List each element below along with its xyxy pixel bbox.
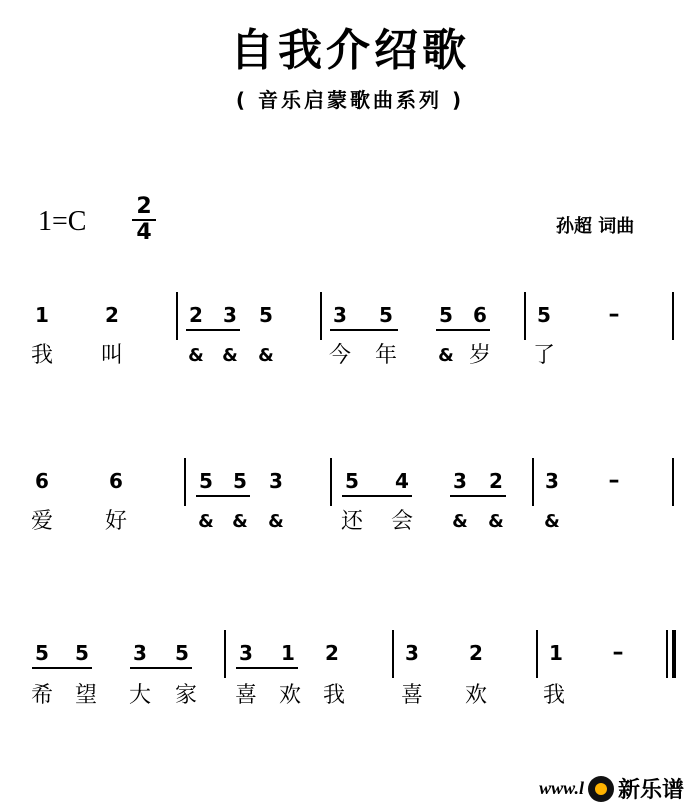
lyric: 叫 bbox=[100, 343, 123, 368]
lyric: & bbox=[188, 345, 204, 366]
bar-line bbox=[672, 458, 674, 506]
note: 5 bbox=[379, 303, 393, 327]
note: 1 bbox=[35, 303, 49, 327]
note: 6 bbox=[109, 469, 123, 493]
lyric: 喜 bbox=[400, 683, 423, 708]
lyric: & bbox=[438, 345, 454, 366]
note: 2 bbox=[105, 303, 119, 327]
lyric: 家 bbox=[174, 683, 197, 708]
sustain-dash: – bbox=[608, 468, 620, 493]
bar-line bbox=[320, 292, 322, 340]
song-title: 自我介绍歌 bbox=[230, 25, 470, 76]
key-signature: 1=C bbox=[38, 206, 87, 237]
note: 4 bbox=[395, 469, 409, 493]
note: 5 bbox=[345, 469, 359, 493]
bar-line bbox=[184, 458, 186, 506]
time-denominator: 4 bbox=[136, 220, 152, 245]
note: 6 bbox=[35, 469, 49, 493]
vinyl-logo-icon bbox=[588, 776, 614, 802]
lyric: & bbox=[488, 511, 504, 532]
beam-underline bbox=[196, 495, 250, 497]
note: 1 bbox=[281, 641, 295, 665]
beam-underline bbox=[130, 667, 192, 669]
note: 3 bbox=[269, 469, 283, 493]
lyric: 欢 bbox=[278, 683, 301, 708]
note: 5 bbox=[75, 641, 89, 665]
note: 3 bbox=[239, 641, 253, 665]
sustain-dash: – bbox=[612, 640, 624, 665]
sustain-dash: – bbox=[608, 302, 620, 327]
beam-underline bbox=[32, 667, 92, 669]
song-subtitle: ( 音乐启蒙歌曲系列 ) bbox=[235, 88, 465, 112]
note: 3 bbox=[545, 469, 559, 493]
lyric: & bbox=[268, 511, 284, 532]
lyric: 岁 bbox=[468, 343, 491, 368]
lyric: 希 bbox=[30, 683, 53, 708]
bar-line bbox=[536, 630, 538, 678]
time-signature bbox=[132, 196, 156, 244]
note: 5 bbox=[233, 469, 247, 493]
lyric: & bbox=[452, 511, 468, 532]
beam-underline bbox=[330, 329, 398, 331]
beam-underline bbox=[450, 495, 506, 497]
lyric: 我 bbox=[30, 343, 53, 368]
lyric: & bbox=[198, 511, 214, 532]
watermark bbox=[539, 773, 684, 804]
site-url: www.l bbox=[539, 778, 584, 798]
beam-underline bbox=[236, 667, 298, 669]
note: 6 bbox=[473, 303, 487, 327]
note: 3 bbox=[453, 469, 467, 493]
beam-underline bbox=[186, 329, 240, 331]
lyric: 我 bbox=[542, 683, 565, 708]
lyric: & bbox=[222, 345, 238, 366]
lyric: 欢 bbox=[464, 683, 487, 708]
note: 5 bbox=[35, 641, 49, 665]
bar-line bbox=[224, 630, 226, 678]
bar-line bbox=[672, 292, 674, 340]
note: 3 bbox=[133, 641, 147, 665]
note: 2 bbox=[325, 641, 339, 665]
bar-line bbox=[176, 292, 178, 340]
lyric: 爱 bbox=[30, 509, 53, 534]
lyric: 今 bbox=[328, 343, 351, 368]
note: 3 bbox=[223, 303, 237, 327]
note: 2 bbox=[189, 303, 203, 327]
bar-line bbox=[392, 630, 394, 678]
lyric: 会 bbox=[390, 509, 413, 534]
beam-underline bbox=[436, 329, 490, 331]
note: 1 bbox=[549, 641, 563, 665]
lyric: 好 bbox=[104, 509, 127, 534]
note: 2 bbox=[489, 469, 503, 493]
note: 5 bbox=[439, 303, 453, 327]
note: 3 bbox=[333, 303, 347, 327]
lyric: 大 bbox=[128, 683, 151, 708]
lyric: 喜 bbox=[234, 683, 257, 708]
lyric: & bbox=[544, 511, 560, 532]
lyric: 了 bbox=[532, 343, 555, 368]
bar-line bbox=[330, 458, 332, 506]
note: 5 bbox=[199, 469, 213, 493]
lyric: 还 bbox=[340, 509, 363, 534]
bar-line bbox=[532, 458, 534, 506]
lyric: 年 bbox=[374, 343, 397, 368]
note: 5 bbox=[175, 641, 189, 665]
beam-underline bbox=[342, 495, 412, 497]
final-bar-thick bbox=[672, 630, 676, 678]
lyric: & bbox=[232, 511, 248, 532]
lyric: & bbox=[258, 345, 274, 366]
note: 5 bbox=[537, 303, 551, 327]
composer-credit: 孙超 词曲 bbox=[556, 216, 635, 237]
note: 5 bbox=[259, 303, 273, 327]
note: 3 bbox=[405, 641, 419, 665]
final-bar-thin bbox=[666, 630, 668, 678]
brand-name: 新乐谱 bbox=[617, 778, 684, 803]
lyric: 望 bbox=[74, 683, 97, 708]
note: 2 bbox=[469, 641, 483, 665]
time-numerator: 2 bbox=[132, 196, 156, 221]
lyric: 我 bbox=[322, 683, 345, 708]
bar-line bbox=[524, 292, 526, 340]
